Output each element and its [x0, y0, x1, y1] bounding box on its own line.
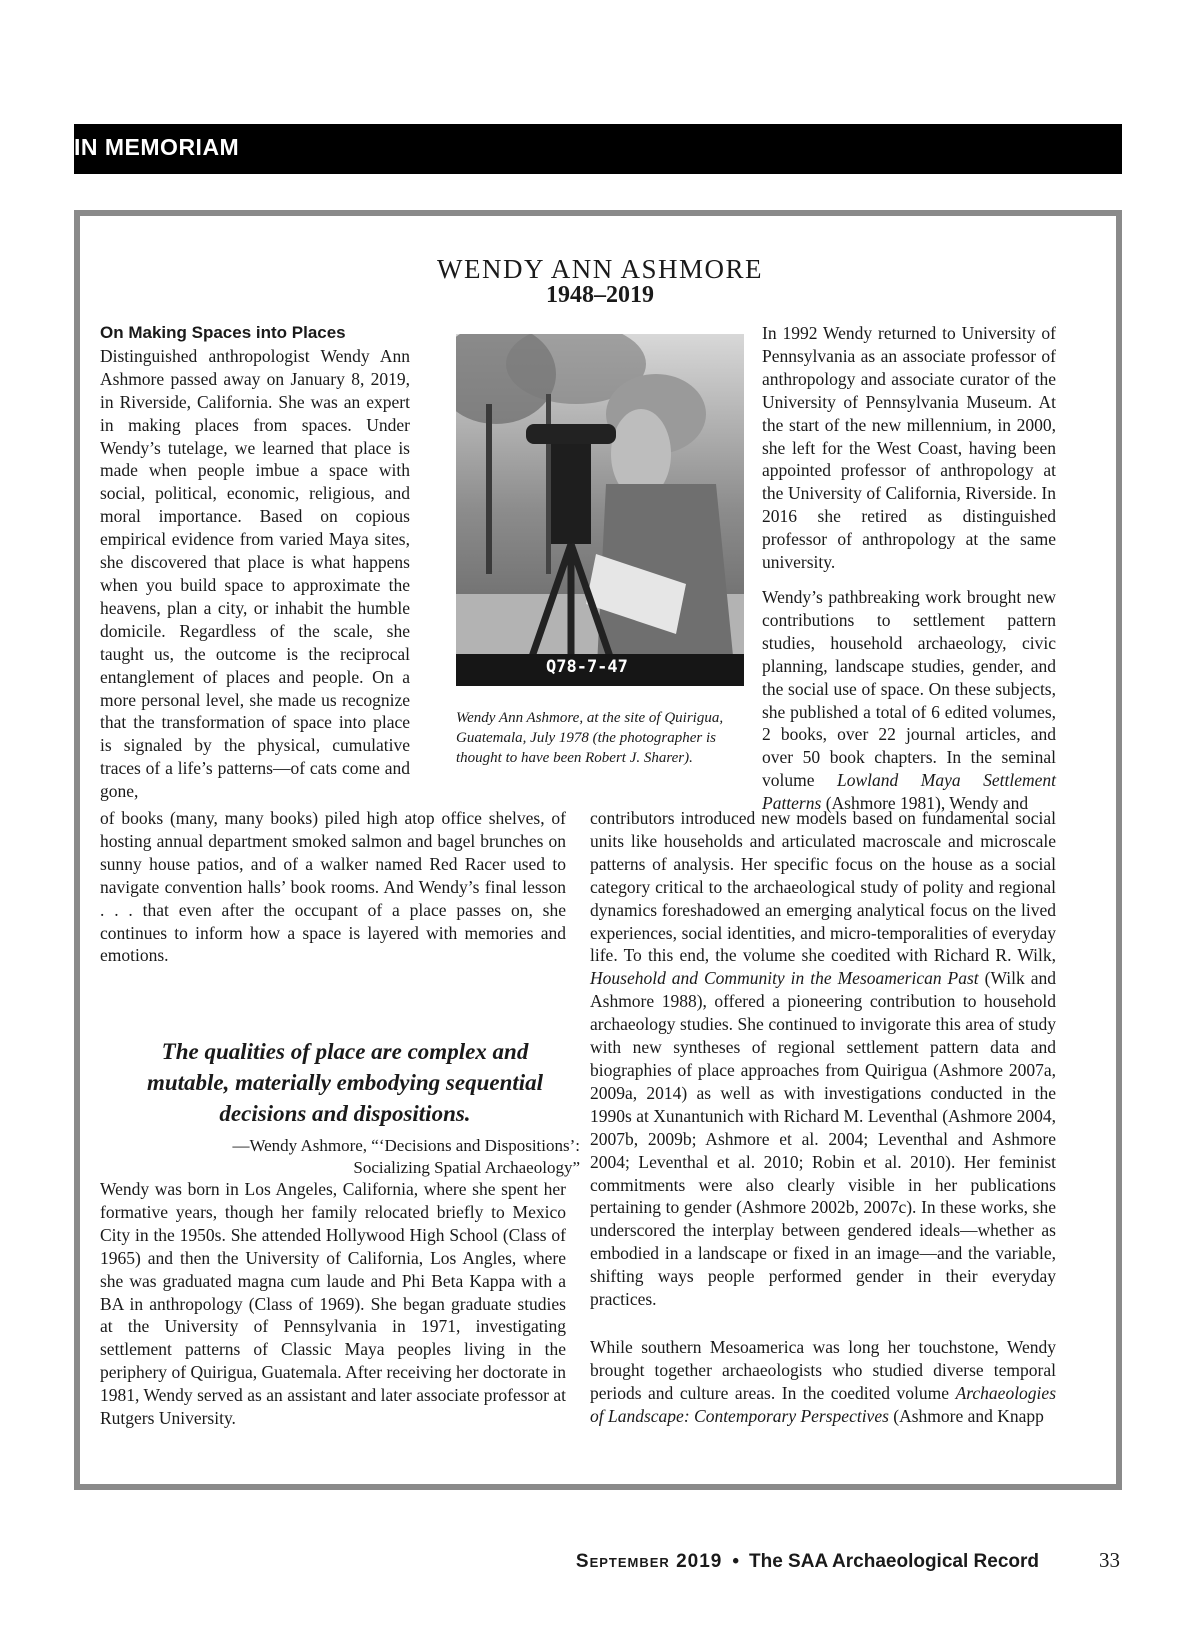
work-text-a: Wendy’s pathbreaking work brought new contributions to settlement pattern studies, household archaeology, civic planning, landscape studies, gender, and the social use of space. On these subjects, she published a total of 6 edited volumes, 2 books, over 22 journal articles, and over 50 book chapters. In the seminal volume: [762, 587, 1056, 791]
work-book-title-1: Lowland Maya Settlement Patterns: [762, 770, 1056, 814]
quote-attribution: [100, 1135, 580, 1179]
footer-issue: September 2019: [575, 1551, 723, 1572]
landscape-text-end: (Ashmore and Knapp: [888, 1405, 1044, 1426]
section-label: IN MEMORIAM: [74, 134, 240, 160]
obituary-years: 1948–2019: [546, 282, 654, 308]
landscape-paragraph: [590, 1336, 1056, 1428]
work-paragraph-part1: [762, 586, 1056, 815]
surveyor-photo-image: [456, 334, 744, 686]
intro-subhead: On Making Spaces into Places: [100, 323, 346, 342]
photo-label: Q78-7-47: [546, 657, 628, 677]
footer-bullet: •: [732, 1551, 739, 1572]
landscape-book-title: Archaeologies of Landscape: Contemporary Perspectives: [590, 1382, 1056, 1426]
work-text-a-end: (Ashmore 1981), Wendy and: [821, 793, 1029, 814]
obituary-title: WENDY ANN ASHMORE: [436, 254, 763, 285]
page-footer: [576, 1548, 1120, 1573]
intro-column: [100, 322, 410, 803]
quote-text: The qualities of place are complex and mutable, materially embodying sequential decisions and dispositions.: [146, 1039, 544, 1126]
intro-continuation: of books (many, many books) piled high atop office shelves, of hosting annual department smoked salmon and bagel brunches on sunny house patios, and of a walker named Red Racer used to navigate convention halls’ book rooms. And Wendy’s final lesson . . . that even after the occupant of a place passes on, she continues to inform how a space is layered with memories and emotions.: [100, 808, 566, 966]
work-paragraph-part2: [590, 807, 1056, 1311]
intro-paragraph: Distinguished anthropologist Wendy Ann Ashmore passed away on January 8, 2019, in Riverside, California. She was an expert in making places from spaces. Under Wendy’s tutelage, we learned that place is made when people imbue a space with social, political, economic, religious, and moral importance. Based on copious empirical evidence from varied Maya sites, she discovered that place is what happens when you build space to approximate the heavens, plan a city, or inhabit the humble domicile. Regardless of the scale, she taught us, the outcome is the reciprocal entanglement of places and people. On a more personal level, she made us recognize that the transformation of space into place is signaled by the physical, cumulative traces of a life’s patterns—of cats come and gone,: [100, 345, 410, 802]
work-text-b-end: (Wilk and Ashmore 1988), offered a pioneering contribution to household archaeology studies. She continued to invigorate this area of study with new syntheses of regional settlement pattern data and biographies of place approaches from Quirigua (Ashmore 2007a, 2009a, 2014) as well as with investigations conducted in the 1990s at Xunantunich with Richard M. Leventhal (Ashmore 2004, 2007b, 2009b; Ashmore et al. 2004; Leventhal and Ashmore 2004; Leventhal et al. 2010; Robin et al. 2010). Her feminist commitments were also clearly visible in her publications pertaining to gender (Ashmore 2002b, 2007c). In these works, she underscored the interplay between gendered ideals—whether as embodied in a landscape or fixed in an image—and the variable, shifting ways people performed gender in their everyday practices.: [590, 968, 1056, 1310]
work-text-b: contributors introduced new models based on fundamental social units like households and articulated macroscale and microscale patterns of analysis. Her specific focus on the house as a social category critical to the archaeological study of polity and regional dynamics foreshadowed an emerging analytical focus on the lived experiences, social identities, and micro-temporalities of everyday life. To this end, the volume she coedited with Richard R. Wilk,: [590, 808, 1056, 966]
quote-attribution-line1: —Wendy Ashmore, “‘Decisions and Dispositions’:: [232, 1136, 580, 1155]
portrait-photo: [456, 334, 744, 686]
section-banner: [74, 124, 1122, 174]
pull-quote: [100, 1036, 590, 1179]
photo-caption: Wendy Ann Ashmore, at the site of Quirigua, Guatemala, July 1978 (the photographer is thought to have been Robert J. Sharer).: [456, 710, 724, 766]
bio-paragraph: Wendy was born in Los Angeles, California, where she spent her formative years, though her family relocated briefly to Mexico City in the 1950s. She attended Hollywood High School (Class of 1965) and then the University of California, Los Angles, where she was graduated magna cum laude and Phi Beta Kappa with a BA in anthropology (Class of 1969). She began graduate studies at the University of Pennsylvania in 1971, investigating settlement patterns of Classic Maya peoples living in the periphery of Quirigua, Guatemala. After receiving her doctorate in 1981, Wendy served as an assistant and later associate professor at Rutgers University.: [100, 1179, 566, 1429]
footer-publication: The SAA Archaeological Record: [749, 1551, 1039, 1572]
quote-attribution-line2: Socializing Spatial Archaeology”: [353, 1158, 580, 1177]
page-number: 33: [1099, 1548, 1120, 1572]
landscape-text: While southern Mesoamerica was long her touchstone, Wendy brought together archaeologists who studied diverse temporal periods and culture areas. In the coedited volume: [590, 1337, 1056, 1403]
work-book-title-2: Household and Community in the Mesoamerican Past: [590, 968, 979, 989]
career-paragraph: In 1992 Wendy returned to University of Pennsylvania as an associate professor of anthropology and associate curator of the University of Pennsylvania Museum. At the start of the new millennium, in 2000, she left for the West Coast, having been appointed professor of anthropology at the University of California, Riverside. In 2016 she retired as distinguished professor of anthropology at the same university.: [762, 323, 1056, 573]
